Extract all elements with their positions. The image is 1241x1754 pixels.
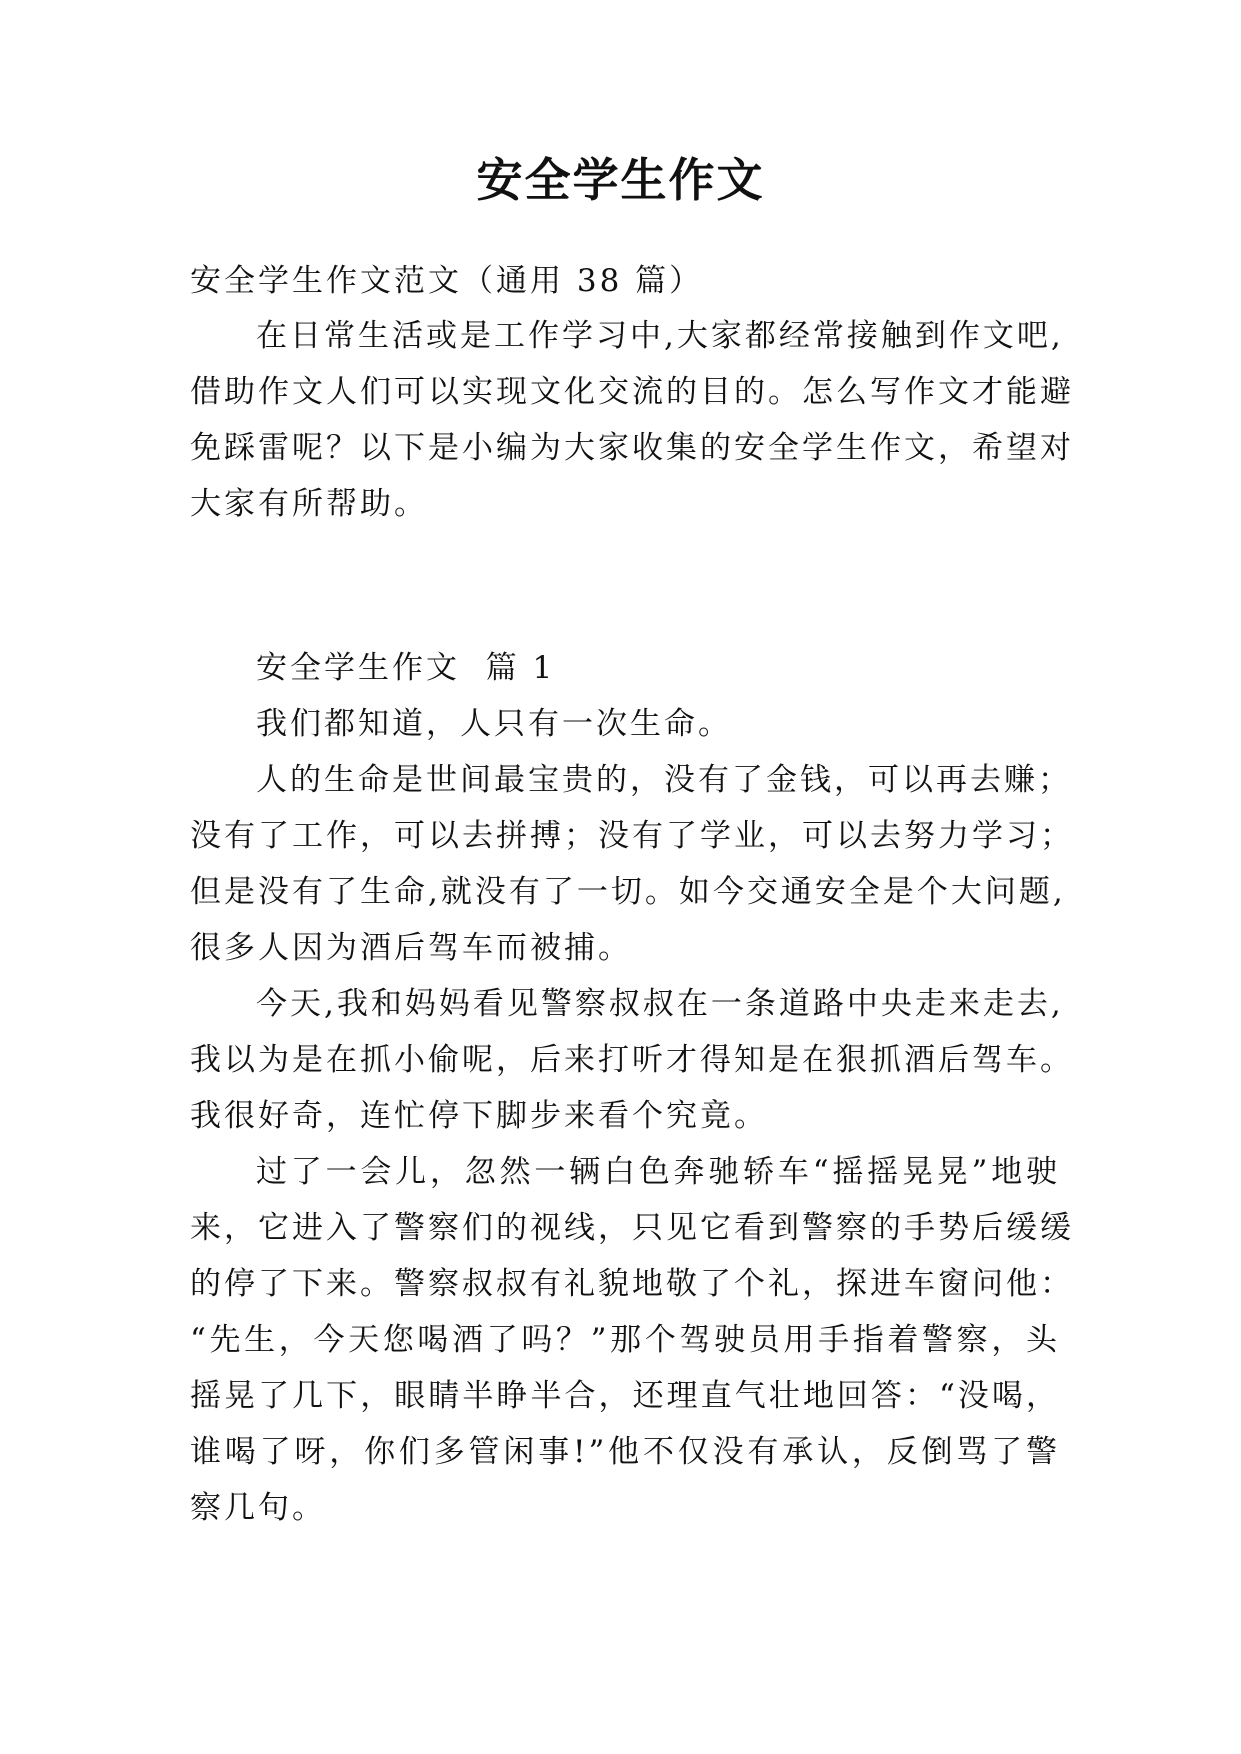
paragraph-line: 我们都知道，人只有一次生命。	[256, 706, 732, 742]
paragraph-line: 来，它进入了警察们的视线，只见它看到警察的手势后缓缓	[190, 1210, 1074, 1246]
paragraph-line: 过了一会儿，忽然一辆白色奔驰轿车“摇摇晃晃”地驶	[256, 1154, 1060, 1190]
paragraph-line: 人的生命是世间最宝贵的，没有了金钱，可以再去赚；	[256, 762, 1072, 798]
paragraph-line: “先生，今天您喝酒了吗？”那个驾驶员用手指着警察，头	[190, 1322, 1060, 1358]
paragraph-line: 我以为是在抓小偷呢，后来打听才得知是在狠抓酒后驾车。	[190, 1042, 1074, 1078]
paragraph-3	[190, 976, 1074, 1144]
paragraph-2	[190, 752, 1074, 976]
paragraph-line: 大家有所帮助。	[190, 486, 428, 522]
document-subtitle: 安全学生作文范文（通用 38 篇）	[190, 263, 704, 299]
paragraph-line: 谁喝了呀，你们多管闲事!”他不仅没有承认，反倒骂了警	[190, 1434, 1060, 1470]
paragraph-1	[190, 696, 1060, 752]
paragraph-line: 我很好奇，连忙停下脚步来看个究竟。	[190, 1098, 768, 1134]
paragraph-line: 察几句。	[190, 1490, 326, 1526]
paragraph-line: 没有了工作，可以去拼搏；没有了学业，可以去努力学习；	[190, 818, 1074, 854]
paragraph-line: 今天,我和妈妈看见警察叔叔在一条道路中央走来走去,	[256, 986, 1064, 1022]
intro-paragraph	[190, 308, 1074, 532]
document-title: 安全学生作文	[476, 153, 765, 207]
paragraph-line: 但是没有了生命,就没有了一切。如今交通安全是个大问题,	[190, 874, 1066, 910]
paragraph-line: 借助作文人们可以实现文化交流的目的。怎么写作文才能避	[190, 374, 1074, 410]
paragraph-line: 的停了下来。警察叔叔有礼貌地敬了个礼，探进车窗问他：	[190, 1266, 1074, 1302]
paragraph-4	[190, 1144, 1074, 1536]
paragraph-line: 很多人因为酒后驾车而被捕。	[190, 930, 632, 966]
paragraph-line: 在日常生活或是工作学习中,大家都经常接触到作文吧,	[256, 318, 1064, 354]
paragraph-line: 摇晃了几下，眼睛半睁半合，还理直气壮地回答：“没喝，	[190, 1378, 1060, 1414]
section-heading: 安全学生作文 篇 1	[256, 650, 556, 686]
paragraph-line: 免踩雷呢？以下是小编为大家收集的安全学生作文，希望对	[190, 430, 1074, 466]
